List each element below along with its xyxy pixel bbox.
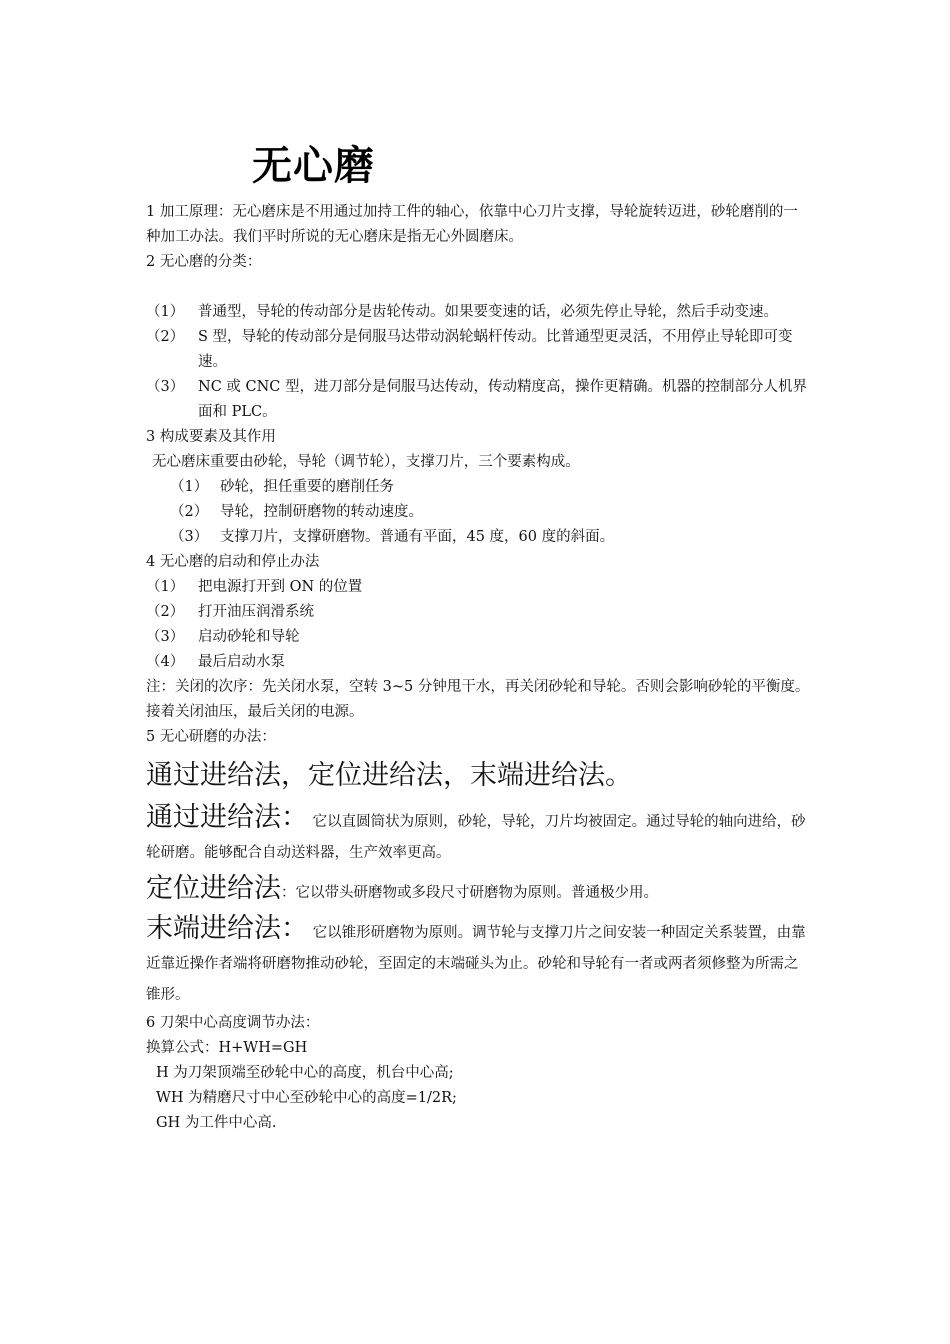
item-number: （2）: [146, 604, 185, 620]
section-4-step-4: [146, 650, 810, 675]
section-5-summary: 通过进给法，定位进给法，末端进给法。: [146, 760, 632, 791]
item-text: 导轮，控制研磨物的转动速度。: [220, 504, 423, 520]
method-name: 定位进给法: [146, 873, 281, 904]
item-text: 普通型，导轮的传动部分是齿轮传动。如果要变速的话，必须先停止导轮，然后手动变速。: [198, 304, 778, 320]
definition-h: H 为刀架顶端至砂轮中心的高度，机台中心高;: [156, 1065, 454, 1081]
item-number: （1）: [146, 579, 185, 595]
item-text: S 型，导轮的传动部分是伺服马达带动涡轮蜗杆传动。比普通型更灵活，不用停止导轮即可变速。: [198, 329, 793, 370]
item-number: （4）: [146, 654, 185, 670]
section-3-item-2: [146, 500, 810, 525]
section-4-step-3: [146, 625, 810, 650]
method-position-feed: [146, 873, 810, 909]
section-4-step-2: [146, 600, 810, 625]
section-3-heading: 3 构成要素及其作用: [146, 429, 276, 445]
document-title: 无心磨: [252, 143, 375, 189]
section-4-step-1: [146, 575, 810, 600]
item-text: 把电源打开到 ON 的位置: [198, 579, 363, 595]
section-2-item-1: [146, 300, 810, 325]
item-text: 启动砂轮和导轮: [198, 629, 300, 645]
method-description: 它以直圆筒状为原则，砂轮，导轮，刀片均被固定。通过导轮的轴向进给，砂轮研磨。能够配合自动送料器，生产效率更高。: [146, 814, 806, 861]
item-text: 支撑刀片，支撑研磨物。普通有平面，45 度，60 度的斜面。: [220, 529, 615, 545]
method-through-feed: [146, 802, 810, 869]
section-2-heading: 2 无心磨的分类：: [146, 254, 262, 270]
method-end-feed: [146, 913, 810, 1011]
section-1-principle: 1 加工原理：无心磨床是不用通过加持工件的轴心，依靠中心刀片支撑，导轮旋转迈进，砂轮磨削的一种加工办法。我们平时所说的无心磨床是指无心外圆磨床。: [146, 204, 798, 245]
document-body: [146, 200, 810, 1136]
item-text: 最后启动水泵: [198, 654, 285, 670]
definition-gh: GH 为工件中心高.: [156, 1115, 277, 1131]
item-number: （3）: [146, 629, 185, 645]
definition-wh: WH 为精磨尺寸中心至砂轮中心的高度=1/2R;: [156, 1090, 457, 1106]
method-description: ：它以带头研磨物或多段尺寸研磨物为原则。普通极少用。: [281, 885, 658, 901]
section-4-note: 注：关闭的次序：先关闭水泵，空转 3~5 分钟甩干水，再关闭砂轮和导轮。否则会影响砂轮的平衡度。接着关闭油压，最后关闭的电源。: [146, 679, 810, 720]
section-5-heading: 5 无心研磨的办法：: [146, 729, 276, 745]
section-2-item-3: [146, 375, 810, 425]
method-name: 通过进给法：: [146, 802, 308, 833]
item-number: （3）: [170, 529, 209, 545]
section-3-item-1: [146, 475, 810, 500]
item-number: （1）: [170, 479, 209, 495]
section-3-item-3: [146, 525, 810, 550]
item-number: （2）: [170, 504, 209, 520]
item-text: 打开油压润滑系统: [198, 604, 314, 620]
method-name: 末端进给法：: [146, 913, 308, 944]
section-4-heading: 4 无心磨的启动和停止办法: [146, 554, 320, 570]
section-3-intro: 无心磨床重要由砂轮，导轮（调节轮），支撑刀片，三个要素构成。: [152, 454, 580, 470]
section-6-formula: 换算公式：H+WH=GH: [146, 1040, 308, 1056]
item-number: （1）: [146, 304, 185, 320]
item-text: NC 或 CNC 型，进刀部分是伺服马达传动，传动精度高，操作更精确。机器的控制部分人机界面和 PLC。: [198, 379, 807, 420]
method-description: 它以锥形研磨物为原则。调节轮与支撑刀片之间安装一种固定关系装置，由靠近靠近操作者端将研磨物推动砂轮，至固定的末端碰头为止。砂轮和导轮有一者或两者须修整为所需之锥形。: [146, 925, 806, 1003]
item-number: （2）: [146, 329, 185, 345]
item-text: 砂轮，担任重要的磨削任务: [220, 479, 394, 495]
item-number: （3）: [146, 379, 185, 395]
section-6-heading: 6 刀架中心高度调节办法：: [146, 1015, 320, 1031]
section-2-item-2: [146, 325, 810, 375]
